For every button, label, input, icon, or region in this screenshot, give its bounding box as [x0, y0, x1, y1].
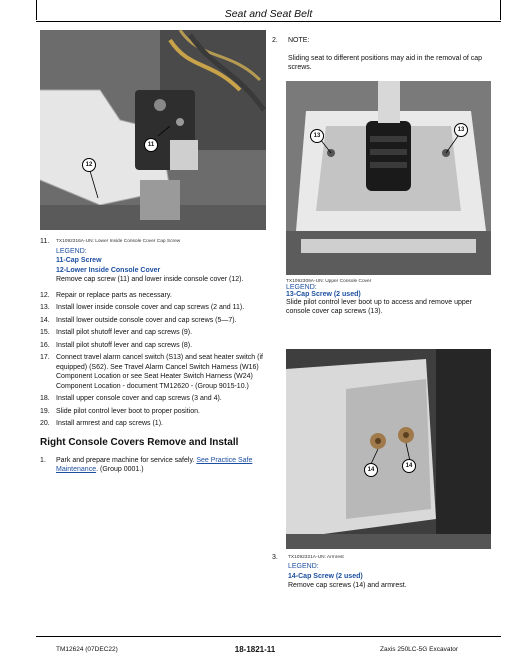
note-label: NOTE: [288, 37, 310, 44]
callout-11: 11 [144, 138, 158, 152]
step-text: Slide pilot control lever boot to proper position. [56, 407, 200, 415]
footer-model: Zaxis 250LC-5G Excavator [380, 646, 459, 653]
legend-title: LEGEND: [286, 283, 317, 291]
legend-title: LEGEND: [288, 563, 319, 570]
step-text: Install armrest and cap screws (1). [56, 420, 163, 427]
step-number: 12. [40, 291, 50, 299]
step-14 [40, 316, 266, 326]
legend-item: 14-Cap Screw (2 used) [288, 572, 363, 580]
step-17 [40, 353, 266, 391]
step-text: Repair or replace parts as necessary. [56, 291, 172, 299]
upper-console-photo-illustration [286, 81, 491, 275]
step-number: 2. [272, 37, 278, 44]
footer-rule [36, 636, 501, 637]
step-12 [40, 291, 266, 301]
step-list [40, 291, 266, 429]
figure-lower-inside-console-cover [40, 30, 266, 230]
step-16 [40, 341, 266, 351]
figure-upper-console-cover [286, 81, 491, 275]
rc-step-3 [272, 553, 498, 591]
step-15 [40, 328, 266, 338]
figure-caption: TX1092321A-UN: Armrest [288, 554, 344, 560]
step-text: Remove cap screw (11) and lower inside console cover (12). [56, 276, 244, 283]
callout-14-left: 14 [364, 463, 378, 477]
callout-12: 12 [82, 158, 96, 172]
rc-step-1 [40, 456, 266, 475]
legend-item: 11-Cap Screw [56, 257, 102, 264]
legend-item: 13-Cap Screw (2 used) [286, 290, 361, 298]
step-text: Slide pilot control lever boot up to access and remove upper console cover cap screws (13). [286, 298, 472, 315]
callout-13-left: 13 [310, 129, 324, 143]
step-text-suffix: . (Group 0001.) [96, 466, 144, 473]
callout-13-right: 13 [454, 123, 468, 137]
step-number: 15. [40, 329, 50, 336]
step-20 [40, 419, 266, 429]
step-number: 18. [40, 395, 50, 402]
practice-safe-maintenance-link[interactable]: See Practice Safe Maintenance [56, 456, 253, 473]
figure-armrest [286, 349, 491, 549]
step-number: 11. [40, 238, 50, 245]
figure-caption: TX1092316A-UN: Lower Inside Console Cover Cap Screw [56, 239, 181, 244]
footer-page-number: 18-1821-11 [234, 645, 276, 654]
legend-title: LEGEND: [56, 247, 87, 255]
page-header-title: Seat and Seat Belt [224, 8, 313, 20]
step-number: 3. [272, 553, 278, 561]
step-number: 1. [40, 456, 46, 464]
step-11 [40, 237, 266, 285]
step-text: Install pilot shutoff lever and cap screws (8). [56, 341, 193, 349]
step-number: 13. [40, 304, 50, 311]
step-text: Install lower inside console cover and cap screws (2 and 11). [56, 304, 245, 311]
rc-step-2 [272, 36, 498, 73]
legend-item: 12-Lower Inside Console Cover [56, 266, 161, 274]
step-number: 19. [40, 407, 50, 415]
figure-caption: TX1092309A-UN: Upper Console Cover [286, 278, 372, 284]
step-text: Connect travel alarm cancel switch (S13) and seat heater switch (if equipped) (S62). See Travel Alarm Cancel Switch Harness (W16) Component Location or see Seat Heater Switch Harness (W24) Component Location - document TM12620 - (Group 9015-10.) [56, 354, 263, 390]
console-photo-illustration [40, 30, 266, 230]
figure2-text [286, 279, 498, 317]
step-text: Install lower outside console cover and cap screws (5—7). [56, 316, 237, 324]
step-text: Remove cap screws (14) and armrest. [288, 582, 407, 589]
armrest-photo-illustration [286, 349, 491, 549]
step-number: 14. [40, 316, 50, 324]
step-text: Install pilot shutoff lever and cap screws (9). [56, 329, 193, 336]
step-number: 16. [40, 341, 50, 349]
step-19 [40, 407, 266, 417]
header-rule [36, 21, 501, 22]
step-number: 17. [40, 354, 50, 361]
callout-14-right: 14 [402, 459, 416, 473]
step-text: Install upper console cover and cap screws (3 and 4). [56, 395, 222, 402]
note-text: Sliding seat to different positions may aid in the removal of cap screws. [288, 54, 483, 71]
left-column [40, 30, 266, 475]
step-text: Park and prepare machine for service safely. [56, 456, 195, 464]
step-18 [40, 394, 266, 404]
right-column [272, 36, 498, 591]
section-heading: Right Console Covers Remove and Install [40, 436, 239, 448]
step-13 [40, 303, 266, 313]
step-number: 20. [40, 420, 50, 427]
footer-doc-id: TM12624 (07DEC22) [56, 646, 118, 653]
